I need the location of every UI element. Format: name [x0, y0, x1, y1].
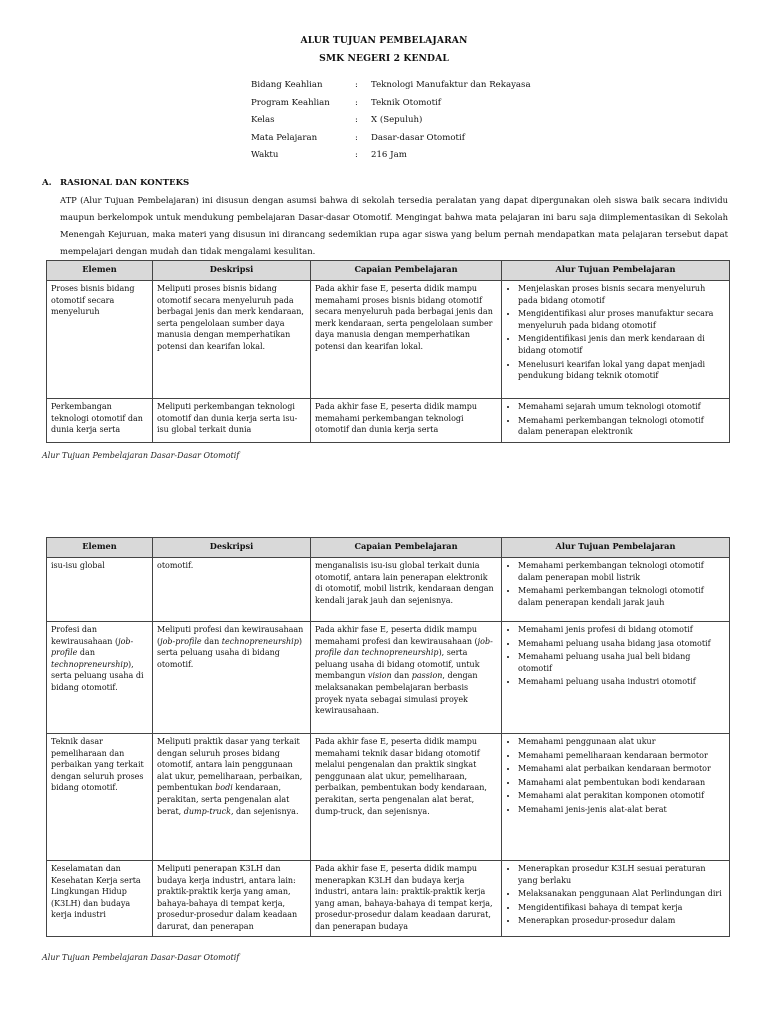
text-run-italic: technopreneurship: [221, 636, 299, 646]
meta-row-waktu: [251, 150, 531, 168]
table-row: [47, 734, 730, 861]
atp-item: • Memahami perkembangan teknologi otomotif dalam penerapan kendali jarak jauh: [518, 585, 725, 608]
atp-item: • Memahami peluang usaha jual beli bidang otomotif: [518, 651, 725, 674]
meta-colon: :: [355, 115, 358, 125]
cell-capaian: menganalisis isu-isu global terkait dunia otomotif, antara lain penerapan elektronik di otomotif, mobil listrik, kendaraan dengan kendali jarak jauh dan sejenisnya.: [311, 558, 502, 622]
atp-item: • Melaksanakan penggunaan Alat Perlindungan diri: [518, 888, 725, 900]
cell-capaian: Pada akhir fase E, peserta didik mampu memahami proses bisnis bidang otomotif secara menyeluruh pada berbagai jenis dan merk kendaraan, serta pengelolaan sumber daya manusia dengan memperhatikan potensi dan kearifan lokal.: [311, 281, 502, 399]
cell-elemen: [47, 622, 153, 734]
table-row: [47, 558, 730, 622]
meta-row-kelas: [251, 115, 531, 133]
column-header-capaian: Capaian Pembelajaran: [311, 261, 502, 281]
text-run: dan: [391, 671, 412, 681]
atp-list: [506, 401, 725, 438]
text-run: , dengan melaksanakan pembelajaran berbasis proyek nyata sebagai simulasi proyek kewirausahaan.: [315, 671, 478, 716]
atp-item: • Memahami sejarah umum teknologi otomotif: [518, 401, 725, 413]
atp-item: • Memahami penggunaan alat ukur: [518, 736, 725, 748]
atp-table-continued: [46, 537, 730, 937]
cell-atp: [502, 281, 730, 399]
text-run: ), serta peluang usaha di bidang otomotif.: [51, 659, 144, 692]
cell-atp: [502, 622, 730, 734]
cell-deskripsi: [153, 622, 311, 734]
cell-deskripsi: Meliputi proses bisnis bidang otomotif secara menyeluruh pada berbagai jenis dan merk kendaraan, serta pengelolaan sumber daya manusia dengan memperhatikan potensi dan kearifan lokal.: [153, 281, 311, 399]
atp-item: • Mengidentifikasi alur proses manufaktur secara menyeluruh pada bidang otomotif: [518, 308, 725, 331]
text-run-italic: job-profile dan technopreneurship: [315, 636, 493, 658]
atp-item: • Memahami jenis profesi di bidang otomotif: [518, 624, 725, 636]
cell-deskripsi: Meliputi penerapan K3LH dan budaya kerja industri, antara lain: praktik-praktik kerja yang aman, bahaya-bahaya di tempat kerja, prosedur-prosedur dalam keadaan darurat, dan penerapan: [153, 861, 311, 937]
cell-capaian: [311, 622, 502, 734]
meta-value: 216 Jam: [371, 150, 407, 160]
cell-deskripsi: [153, 734, 311, 861]
cell-atp: [502, 399, 730, 443]
column-header-deskripsi: Deskripsi: [153, 538, 311, 558]
table-row: [47, 281, 730, 399]
atp-item: • Memahami jenis-jenis alat-alat berat: [518, 804, 725, 816]
column-header-elemen: Elemen: [47, 261, 153, 281]
meta-label: Bidang Keahlian: [251, 80, 323, 90]
column-header-elemen: Elemen: [47, 538, 153, 558]
section-title: RASIONAL DAN KONTEKS: [60, 178, 190, 188]
text-run-italic: dump-truck: [183, 806, 231, 816]
column-header-atp: Alur Tujuan Pembelajaran: [502, 538, 730, 558]
page-footer: Alur Tujuan Pembelajaran Dasar-Dasar Otomotif: [42, 953, 240, 962]
cell-atp: [502, 861, 730, 937]
cell-atp: [502, 558, 730, 622]
section-number: A.: [42, 178, 52, 188]
text-run-italic: technopreneurship: [51, 659, 129, 669]
meta-value: Teknik Otomotif: [371, 97, 441, 108]
atp-item: • Memahami perkembangan teknologi otomotif dalam penerapan mobil listrik: [518, 560, 725, 583]
document-metadata: [251, 80, 531, 168]
atp-item: • Memahami alat perbaikan kendaraan bermotor: [518, 763, 725, 775]
cell-deskripsi: otomotif.: [153, 558, 311, 622]
text-run: Pada akhir fase E, peserta didik mampu memahami profesi dan kewirausahaan (: [315, 625, 478, 646]
table-row: [47, 861, 730, 937]
text-run-italic: job-profile: [51, 636, 134, 658]
atp-list: [506, 624, 725, 688]
cell-capaian: Pada akhir fase E, peserta didik mampu memahami teknik dasar bidang otomotif melalui pengenalan dan praktik singkat penggunaan alat ukur, pemeliharaan, perbaikan, pembentukan body kendaraan, perakitan, serta pengenalan alat berat, dump-truck, dan sejenisnya.: [311, 734, 502, 861]
atp-item: • Memahami peluang usaha bidang jasa otomotif: [518, 638, 725, 650]
meta-value: Dasar-dasar Otomotif: [371, 132, 465, 143]
text-run: Profesi dan kewirausahaan (: [51, 625, 119, 646]
atp-table: [46, 260, 730, 443]
document-title: ALUR TUJUAN PEMBELAJARAN: [300, 35, 468, 46]
table-header-row: [47, 538, 730, 558]
atp-list: [506, 863, 725, 927]
atp-list: [506, 736, 725, 816]
cell-elemen: Perkembangan teknologi otomotif dan dunia kerja serta: [47, 399, 153, 443]
column-header-capaian: Capaian Pembelajaran: [311, 538, 502, 558]
school-name: SMK NEGERI 2 KENDAL: [319, 53, 449, 64]
atp-item: • Mamahami alat pembentukan bodi kendaraan: [518, 777, 725, 789]
cell-deskripsi: Meliputi perkembangan teknologi otomotif dan dunia kerja serta isu-isu global terkait dunia: [153, 399, 311, 443]
text-run: Meliputi praktik dasar yang terkait dengan seluruh proses bidang otomotif, antara lain penggunaan alat ukur, pemeliharaan, perbaikan, pembentukan: [157, 737, 303, 793]
atp-item: • Mengidentifikasi bahaya di tempat kerja: [518, 902, 725, 914]
text-run: , dan sejenisnya.: [230, 806, 299, 816]
column-header-deskripsi: Deskripsi: [153, 261, 311, 281]
text-run: kendaraan, perakitan, serta pengenalan alat berat,: [157, 783, 290, 816]
text-run: dan: [201, 636, 222, 646]
meta-row-bidang: [251, 80, 531, 98]
cell-elemen: isu-isu global: [47, 558, 153, 622]
text-run-italic: bodi: [215, 783, 233, 793]
text-run: ) serta peluang usaha di bidang otomotif.: [157, 636, 302, 669]
meta-colon: :: [355, 150, 358, 160]
page-footer: Alur Tujuan Pembelajaran Dasar-Dasar Otomotif: [42, 451, 240, 460]
meta-value: Teknologi Manufaktur dan Rekayasa: [371, 80, 531, 90]
document-page-1: [0, 0, 768, 480]
section-heading: [42, 178, 189, 188]
atp-item: • Memahami perkembangan teknologi otomotif dalam penerapan elektronik: [518, 415, 725, 438]
cell-atp: [502, 734, 730, 861]
atp-item: • Menelusuri kearifan lokal yang dapat menjadi pendukung bidang teknik otomotif: [518, 359, 725, 382]
text-run-italic: vision: [367, 671, 392, 681]
meta-colon: :: [355, 132, 358, 143]
table-row: [47, 622, 730, 734]
text-run-italic: job-profile: [160, 636, 202, 646]
cell-elemen: Teknik dasar pemeliharaan dan perbaikan yang terkait dengan seluruh proses bidang otomotif.: [47, 734, 153, 861]
text-run: dan: [77, 648, 95, 658]
meta-label: Mata Pelajaran: [251, 132, 318, 143]
atp-list: [506, 283, 725, 382]
atp-item: • Memahami peluang usaha industri otomotif: [518, 676, 725, 688]
column-header-atp: Alur Tujuan Pembelajaran: [502, 261, 730, 281]
cell-capaian: Pada akhir fase E, peserta didik mampu memahami perkembangan teknologi otomotif dan dunia kerja serta: [311, 399, 502, 443]
meta-label: Kelas: [251, 115, 275, 125]
atp-item: • Memahami pemeliharaan kendaraan bermotor: [518, 750, 725, 762]
meta-row-mapel: [251, 133, 531, 151]
atp-item: • Mengidentifikasi jenis dan merk kendaraan di bidang otomotif: [518, 333, 725, 356]
text-run: ), serta peluang usaha di bidang otomotif, untuk membangun: [315, 648, 480, 681]
meta-row-program: [251, 98, 531, 116]
atp-item: • Menerapkan prosedur-prosedur dalam: [518, 915, 725, 927]
atp-list: [506, 560, 725, 608]
table-header-row: [47, 261, 730, 281]
meta-colon: :: [355, 80, 358, 90]
cell-elemen: Keselamatan dan Kesehatan Kerja serta Lingkungan Hidup (K3LH) dan budaya kerja industri: [47, 861, 153, 937]
atp-item: • Menerapkan prosedur K3LH sesuai peraturan yang berlaku: [518, 863, 725, 886]
atp-item: • Menjelaskan proses bisnis secara menyeluruh pada bidang otomotif: [518, 283, 725, 306]
text-run-italic: passion: [411, 671, 443, 681]
meta-label: Waktu: [251, 150, 279, 160]
cell-elemen: Proses bisnis bidang otomotif secara menyeluruh: [47, 281, 153, 399]
table-row: [47, 399, 730, 443]
cell-capaian: Pada akhir fase E, peserta didik mampu menerapkan K3LH dan budaya kerja industri, antara lain: praktik-praktik kerja yang aman, bahaya-bahaya di tempat kerja, prosedur-prosedur dalam keadaan darurat, dan penerapan budaya: [311, 861, 502, 937]
meta-colon: :: [355, 97, 358, 108]
meta-label: Program Keahlian: [251, 97, 330, 108]
section-paragraph: ATP (Alur Tujuan Pembelajaran) ini disusun dengan asumsi bahwa di sekolah tersedia peralatan yang dapat dipergunakan oleh siswa baik secara individu maupun berkelompok untuk mendukung pembelajaran Dasar-dasar Otomotif. Mengingat bahwa mata pelajaran ini baru saja diimplementasikan di Sekolah Menengah Kejuruan, maka materi yang disusun ini dirancang sedemikian rupa agar siswa yang belum pernah mendapatkan mata pelajaran tersebut dapat mempelajari dengan mudah dan tidak mengalami kesulitan.: [60, 195, 728, 256]
text-run: Meliputi profesi dan kewirausahaan (: [157, 625, 304, 646]
atp-item: • Memahami alat perakitan komponen otomotif: [518, 790, 725, 802]
meta-value: X (Sepuluh): [371, 115, 423, 125]
